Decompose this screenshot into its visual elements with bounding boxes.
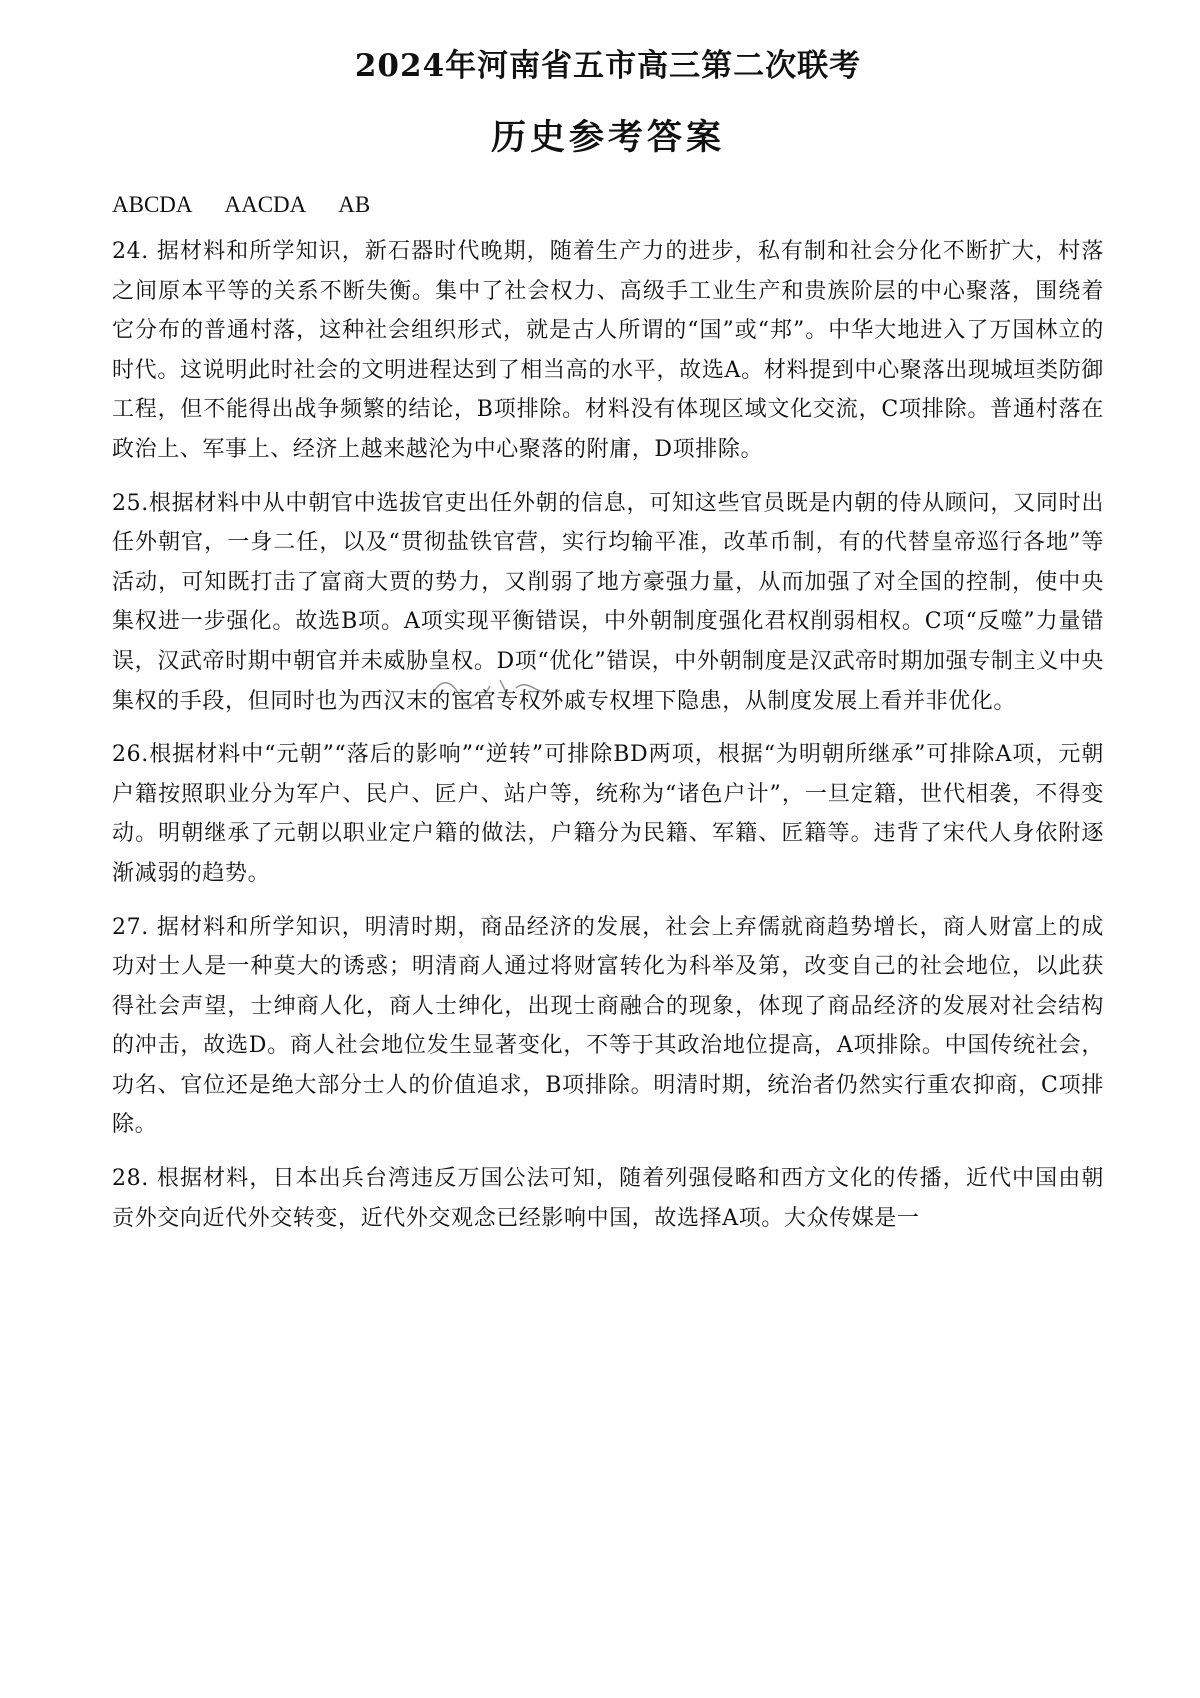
- answer-paragraph-24: 24. 据材料和所学知识，新石器时代晚期，随着生产力的进步，私有制和社会分化不断扩大，村落之间原本平等的关系不断失衡。集中了社会权力、高级手工业生产和贵族阶层的中心聚落，围绕着它分布的普通村落，这种社会组织形式，就是古人所谓的“国”或“邦”。中华大地进入了万国林立的时代。这说明此时社会的文明进程达到了相当高的水平，故选A。材料提到中心聚落出现城垣类防御工程，但不能得出战争频繁的结论，B项排除。材料没有体现区域文化交流，C项排除。普通村落在政治上、军事上、经济上越来越沦为中心聚落的附庸，D项排除。: [112, 239, 1104, 462]
- answer-paragraph-25: 25.根据材料中从中朝官中选拔官吏出任外朝的信息，可知这些官员既是内朝的侍从顾问，又同时出任外朝官，一身二任，以及“贯彻盐铁官营，实行均输平准，改革币制，有的代替皇帝巡行各地”等活动，可知既打击了富商大贾的势力，又削弱了地方豪强力量，从而加强了对全国的控制，使中央集权进一步强化。故选B项。A项实现平衡错误，中外朝制度强化君权削弱相权。C项“反噬”力量错误，汉武帝时期中朝官并未威胁皇权。D项“优化”错误，中外朝制度是汉武帝时期加强专制主义中央集权的手段，但同时也为西汉末的宦官专权外戚专权埋下隐患，从制度发展上看并非优化。: [112, 490, 1104, 714]
- multiple-choice-answers: ABCDA AACDA AB: [112, 192, 371, 217]
- page-title: 2024年河南省五市高三第二次联考: [354, 48, 862, 84]
- page-subtitle: 历史参考答案: [490, 117, 725, 158]
- answer-paragraph-27: 27. 据材料和所学知识，明清时期，商品经济的发展，社会上弃儒就商趋势增长，商人财富上的成功对士人是一种莫大的诱惑；明清商人通过将财富转化为科举及第，改变自己的社会地位，以此获得社会声望，士绅商人化，商人士绅化，出现士商融合的现象，体现了商品经济的发展对社会结构的冲击，故选D。商人社会地位发生显著变化，不等于其政治地位提高，A项排除。中国传统社会，功名、官位还是绝大部分士人的价值追求，B项排除。明清时期，统治者仍然实行重农抑商，C项排除。: [112, 914, 1104, 1138]
- answer-paragraph-26: 26.根据材料中“元朝”“落后的影响”“逆转”可排除BD两项，根据“为明朝所继承”可排除A项，元朝户籍按照职业分为军户、民户、匠户、站户等，统称为“诸色户计”，一旦定籍，世代相袭，不得变动。明朝继承了元朝以职业定户籍的做法，户籍分为民籍、军籍、匠籍等。违背了宋代人身依附逐渐减弱的趋势。: [112, 742, 1104, 886]
- answer-paragraph-28: 28. 根据材料，日本出兵台湾违反万国公法可知，随着列强侵略和西方文化的传播，近代中国由朝贡外交向近代外交转变，近代外交观念已经影响中国，故选择A项。大众传媒是一: [112, 1166, 1104, 1231]
